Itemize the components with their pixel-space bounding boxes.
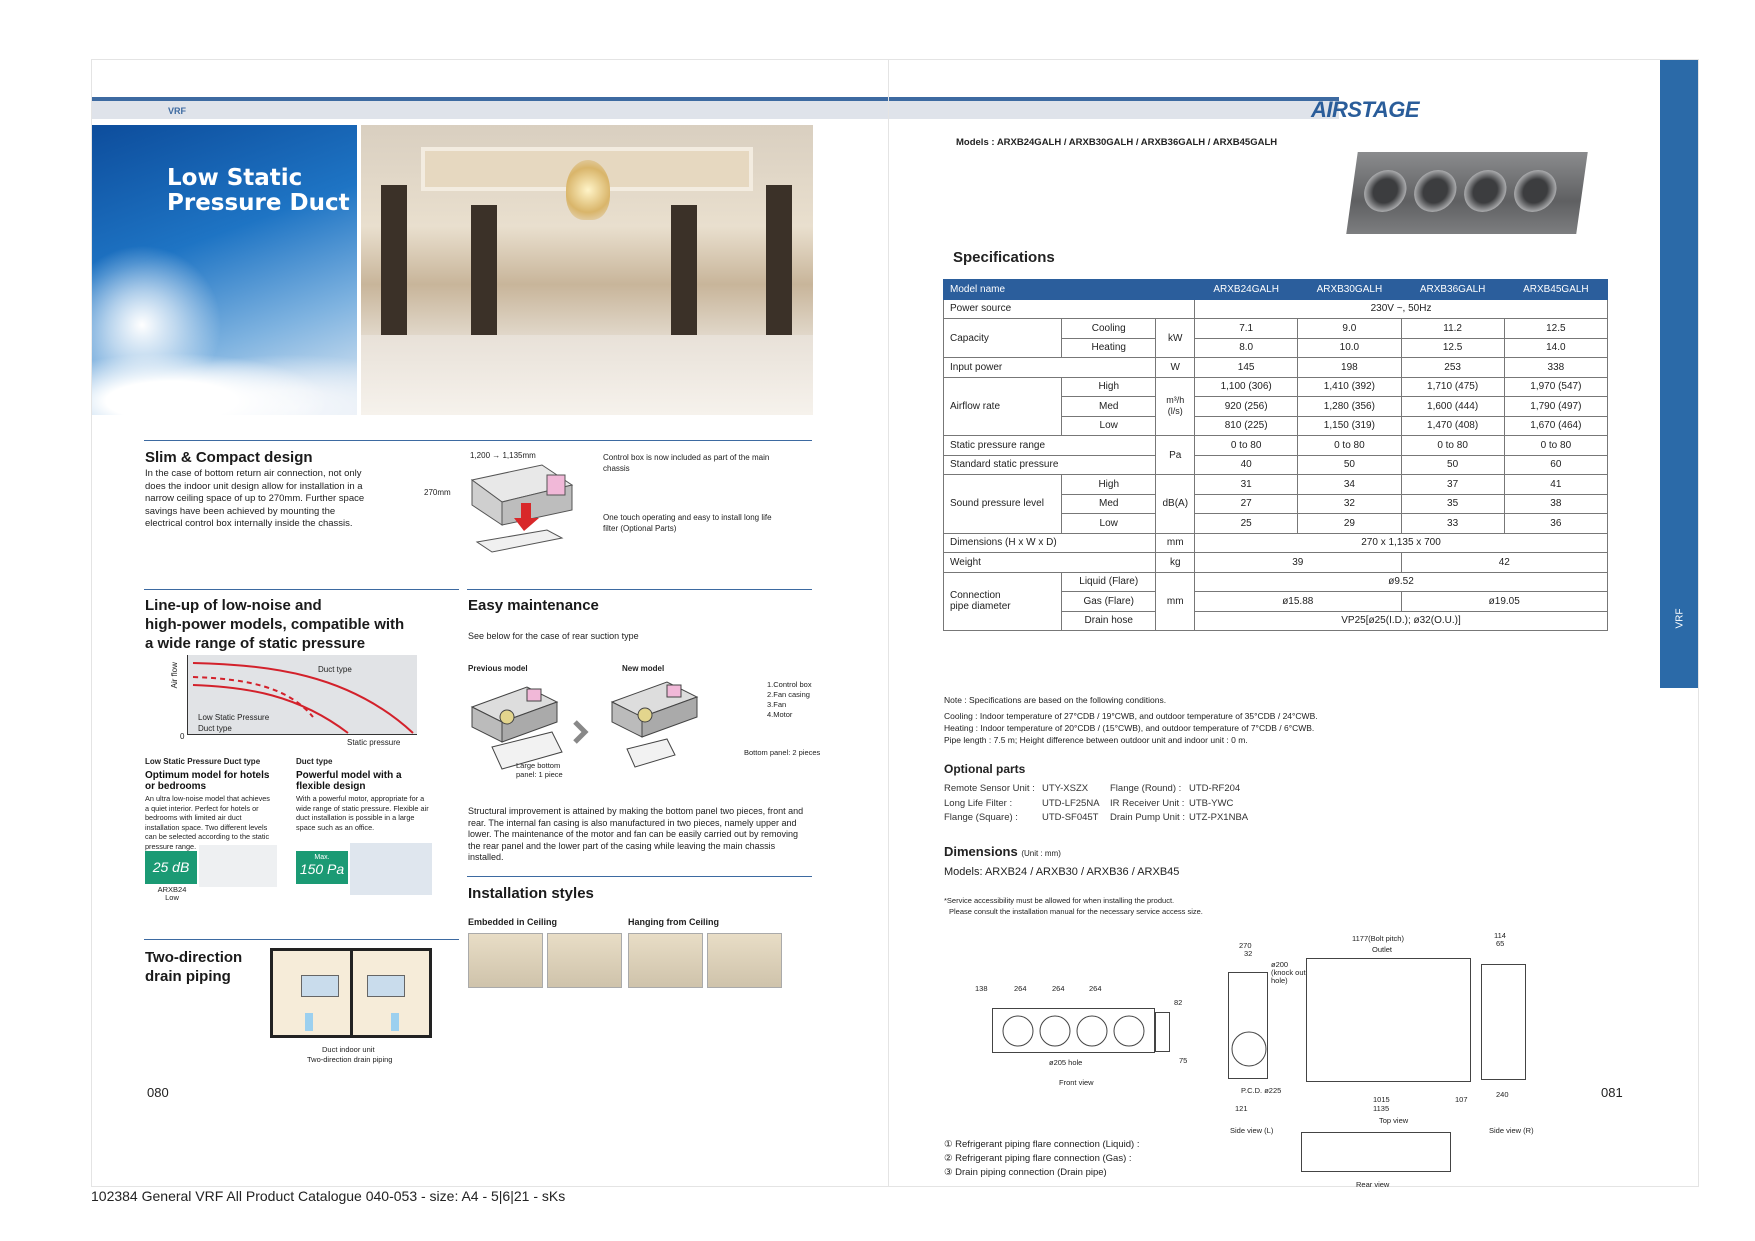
table-row: Capacity Cooling kW 7.1 9.0 11.2 12.5	[944, 319, 1608, 339]
legend-2: ② Refrigerant piping flare connection (Gas) :	[944, 1153, 1132, 1164]
table-row: Weight kg 39 42	[944, 553, 1608, 573]
dim-264-a: 264	[1014, 984, 1027, 993]
table-row: Sound pressure level High dB(A) 31 34 37 41	[944, 475, 1608, 495]
office-illustration	[350, 843, 432, 895]
drain-label-piping: Two-direction drain piping	[307, 1055, 393, 1064]
table-row: Connection pipe diameter Liquid (Flare) mm ø9.52	[944, 572, 1608, 592]
graph-curve-lsp: Low Static Pressure Duct type	[198, 713, 270, 733]
maintenance-body: Structural improvement is attained by making the bottom panel two pieces, front and rear. The internal fan casing is also manufactured in two pieces, namely upper and lower. The maintenance of the motor and fan can be easily carried out by removing the rear panel and the lower part of the casing while leaving the main chassis installed.	[468, 806, 804, 862]
dim-82: 82	[1174, 998, 1183, 1007]
front-view-box	[1155, 1012, 1170, 1052]
table-row: Heating 8.0 10.0 12.5 14.0	[944, 338, 1608, 358]
table-row: Drain hose VP25[ø25(I.D.); ø32(O.U.)]	[944, 611, 1608, 631]
dim-note-1: *Service accessibility must be allowed for when installing the product.	[944, 896, 1175, 905]
graph-zero: 0	[180, 732, 185, 741]
dim-264-b: 264	[1052, 984, 1065, 993]
front-view-drawing	[992, 1008, 1155, 1053]
dimensions-models: Models: ARXB24 / ARXB30 / ARXB36 / ARXB45	[944, 866, 1180, 878]
spec-note-cooling: Cooling : Indoor temperature of 27°CDB / 19°CWB, and outdoor temperature of 35°CDB / 24°CWB.	[944, 711, 1318, 721]
side-view-right-drawing	[1481, 964, 1526, 1080]
dim-264-c: 264	[1089, 984, 1102, 993]
col2-tag: Duct type	[296, 757, 333, 766]
install-hanging-1	[628, 933, 703, 988]
side-view-r-label: Side view (R)	[1489, 1126, 1534, 1135]
parts-list: 1.Control box 2.Fan casing 3.Fan 4.Motor	[767, 680, 812, 719]
dim-32: 32	[1244, 949, 1253, 958]
header-band-right	[889, 97, 1339, 119]
page-number-right: 081	[1601, 1085, 1623, 1100]
table-row: Low 810 (225) 1,150 (319) 1,470 (408) 1,670 (464)	[944, 416, 1608, 436]
col1-body: An ultra low-noise model that achieves a quiet interior. Perfect for hotels or bedrooms with limited air duct installation space. Two different levels can be selected according to the static pressure range.	[145, 794, 270, 851]
install-style1: Embedded in Ceiling	[468, 917, 558, 927]
new-model-label: New model	[622, 664, 665, 673]
hole-label: ø205 hole	[1049, 1058, 1083, 1067]
table-row: Standard static pressure 40 50 50 60	[944, 455, 1608, 475]
front-view-label: Front view	[1059, 1078, 1094, 1087]
spec-note-pipe: Pipe length : 7.5 m; Height difference between outdoor unit and indoor unit : 0 m.	[944, 735, 1248, 745]
models-line: Models : ARXB24GALH / ARXB30GALH / ARXB36GALH / ARXB45GALH	[956, 137, 1278, 148]
install-hanging-2	[707, 933, 782, 988]
product-photo	[1346, 152, 1588, 234]
rule	[144, 440, 812, 441]
dim-1135: 1135	[1373, 1104, 1390, 1113]
slim-dim-height: 270mm	[424, 488, 451, 497]
dimensions-title: Dimensions (Unit : mm)	[944, 844, 1061, 859]
optional-left-names: Remote Sensor Unit : Long Life Filter : Flange (Square) :	[944, 783, 1035, 823]
spec-table	[943, 279, 1608, 631]
left-page	[91, 59, 889, 1187]
dim-270: 270	[1239, 941, 1252, 950]
rear-view-label: Rear view	[1356, 1180, 1390, 1189]
table-row: Power source 230V ~, 50Hz	[944, 299, 1608, 319]
table-row: Dimensions (H x W x D) mm 270 x 1,135 x 700	[944, 533, 1608, 553]
dim-1015: 1015	[1373, 1095, 1390, 1104]
header-band	[92, 97, 890, 119]
rule	[467, 589, 812, 590]
badge-25db: 25 dB	[145, 851, 197, 884]
airflow-graph	[187, 655, 417, 735]
rule	[144, 939, 459, 940]
maintenance-intro: See below for the case of rear suction type	[468, 631, 639, 641]
print-footer: 102384 General VRF All Product Catalogue 040-053 - size: A4 - 5|6|21 - sKs	[91, 1188, 566, 1204]
spec-title: Specifications	[953, 249, 1055, 266]
install-embedded-1	[468, 933, 543, 988]
table-row: Gas (Flare) ø15.88 ø19.05	[944, 592, 1608, 612]
graph-ylabel: Air flow	[169, 662, 179, 689]
new-note: Bottom panel: 2 pieces	[744, 748, 821, 757]
drain-floorplan	[270, 948, 432, 1038]
slim-body: In the case of bottom return air connection, not only does the indoor unit design allow for installation in a narrow ceiling space of up to 270mm. Further space savings have been achieved by mounting the electrical control box internally inside the chassis.	[145, 468, 365, 529]
maintenance-heading: Easy maintenance	[468, 597, 599, 614]
slim-note-filter: One touch operating and easy to install long life filter (Optional Parts)	[603, 513, 772, 533]
slim-heading: Slim & Compact design	[145, 449, 313, 466]
dim-240: 240	[1496, 1090, 1509, 1099]
optional-right-names: Flange (Round) : IR Receiver Unit : Drain Pump Unit :	[1110, 783, 1185, 823]
badge1-caption: ARXB24 Low	[157, 885, 187, 902]
col2-title: Powerful model with a flexible design	[296, 770, 402, 792]
install-heading: Installation styles	[468, 885, 594, 902]
table-row: Med 920 (256) 1,280 (356) 1,600 (444) 1,790 (497)	[944, 397, 1608, 417]
rule	[467, 876, 812, 877]
table-row: Input power W 145 198 253 338	[944, 358, 1608, 378]
spec-header-row: Model name ARXB24GALH ARXB30GALH ARXB36GALH ARXB45GALH	[944, 280, 1608, 300]
rule	[144, 589, 459, 590]
dim-114: 114	[1494, 931, 1506, 940]
install-embedded-2	[547, 933, 622, 988]
prev-model-label: Previous model	[468, 664, 528, 673]
table-row: Med 27 32 35 38	[944, 494, 1608, 514]
prev-note: Large bottom panel: 1 piece	[516, 761, 563, 779]
install-style2: Hanging from Ceiling	[628, 917, 719, 927]
bolt-pitch-label: 1177(Bolt pitch)	[1352, 934, 1404, 943]
table-row: Low 25 29 33 36	[944, 514, 1608, 534]
optional-left-codes: UTY-XSZX UTD-LF25NA UTD-SF045T	[1042, 783, 1100, 823]
hero-banner	[92, 125, 357, 415]
rear-view-drawing	[1301, 1132, 1451, 1172]
optional-right-codes: UTD-RF204 UTB-YWC UTZ-PX1NBA	[1189, 783, 1249, 823]
knock-label: ø200 (knock out hole)	[1271, 960, 1306, 985]
spec-note: Note : Specifications are based on the following conditions.	[944, 695, 1167, 705]
right-page	[888, 59, 1699, 1187]
slim-note-control: Control box is now included as part of the main chassis	[603, 453, 770, 473]
graph-curve-duct: Duct type	[318, 665, 352, 674]
outlet-label: Outlet	[1372, 945, 1393, 954]
spec-note-heating: Heating : Indoor temperature of 20°CDB / (15°CWB), and outdoor temperature of 7°CDB / 6°CWB.	[944, 723, 1315, 733]
graph-xlabel: Static pressure	[347, 738, 401, 747]
dim-65: 65	[1496, 939, 1505, 948]
hero-title: Low Static Pressure Duct	[167, 165, 350, 216]
dim-138: 138	[975, 984, 988, 993]
drain-label-unit: Duct indoor unit	[322, 1045, 375, 1054]
col2-body: With a powerful motor, appropriate for a wide range of static pressure. Flexible air duct installation is possible in a large space such as an office.	[296, 794, 429, 832]
sidebar-tab: VRF	[1660, 60, 1698, 688]
col1-tag: Low Static Pressure Duct type	[145, 757, 261, 766]
top-view-drawing	[1306, 958, 1471, 1082]
pcd-label: P.C.D. ø225	[1241, 1086, 1282, 1095]
section-tag: VRF	[168, 106, 186, 116]
badge-150pa: Max. 150 Pa	[296, 851, 348, 884]
optional-title: Optional parts	[944, 762, 1026, 776]
col1-title: Optimum model for hotels or bedrooms	[145, 770, 270, 792]
page-number-left: 080	[147, 1085, 169, 1100]
table-row: Airflow rate High m³/h (l/s) 1,100 (306) 1,410 (392) 1,710 (475) 1,970 (547)	[944, 377, 1608, 397]
top-view-label: Top view	[1379, 1116, 1409, 1125]
lineup-heading: Line-up of low-noise and high-power models, compatible with a wide range of static pressure	[145, 597, 405, 652]
drain-heading: Two-direction drain piping	[145, 949, 243, 985]
legend-3: ③ Drain piping connection (Drain pipe)	[944, 1167, 1107, 1178]
side-view-l-label: Side view (L)	[1230, 1126, 1274, 1135]
legend-1: ① Refrigerant piping flare connection (Liquid) :	[944, 1139, 1140, 1150]
slim-dim-width: 1,200 → 1,135mm	[470, 451, 536, 460]
side-view-left-drawing	[1228, 972, 1268, 1079]
lobby-photo	[361, 125, 813, 415]
brand-logo: AIRSTAGE	[1311, 97, 1420, 122]
dim-note-2: Please consult the installation manual for the necessary service access size.	[949, 907, 1203, 916]
dim-121: 121	[1235, 1104, 1248, 1113]
dim-75: 75	[1179, 1056, 1188, 1065]
table-row: Static pressure range Pa 0 to 80 0 to 80 0 to 80 0 to 80	[944, 436, 1608, 456]
dim-107: 107	[1455, 1095, 1468, 1104]
bedroom-illustration	[199, 845, 277, 887]
slim-unit-diagram	[452, 460, 592, 555]
